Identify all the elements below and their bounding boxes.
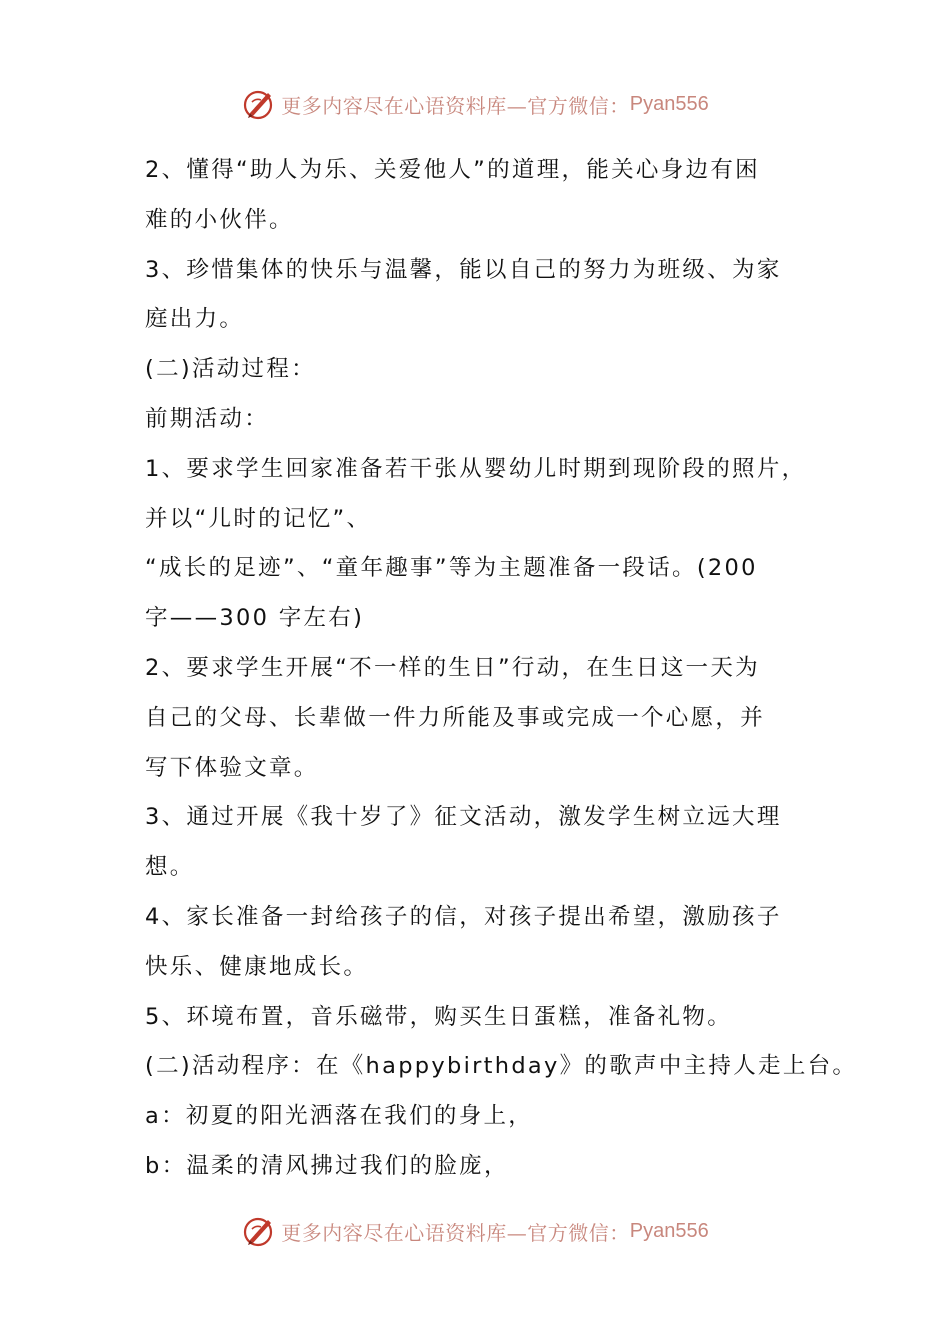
body-line: 难的小伙伴。: [145, 206, 294, 233]
body-line: 字——300 字左右): [145, 605, 365, 632]
pen-logo-icon: [241, 1213, 277, 1249]
body-line: 写下体验文章。: [145, 754, 319, 781]
body-line: 2、要求学生开展“不一样的生日”行动，在生日这一天为: [145, 654, 760, 681]
body-line: 自己的父母、长辈做一件力所能及事或完成一个心愿，并: [145, 704, 766, 731]
header-banner: [0, 84, 950, 124]
body-line: 3、珍惜集体的快乐与温馨，能以自己的努力为班级、为家: [145, 256, 782, 283]
body-line: 想。: [145, 854, 195, 881]
body-line: 2、懂得“助人为乐、关爱他人”的道理，能关心身边有困: [145, 157, 760, 183]
footer-banner: [0, 1211, 950, 1251]
body-line: a：初夏的阳光洒落在我们的身上，: [145, 1103, 534, 1130]
body-line: 庭出力。: [145, 306, 245, 333]
document-body: [145, 146, 858, 1192]
body-line: 3、通过开展《我十岁了》征文活动，激发学生树立远大理: [145, 804, 782, 831]
pen-logo-icon: [241, 86, 277, 122]
body-line: 快乐、健康地成长。: [145, 953, 369, 980]
header-banner-text: 更多内容尽在心语资料库—官方微信：: [281, 93, 630, 118]
body-line: 1、要求学生回家准备若干张从婴幼儿时期到现阶段的照片，: [145, 455, 807, 482]
body-line: 并以“儿时的记忆”、: [145, 505, 372, 532]
body-line: b：温柔的清风拂过我们的脸庞，: [145, 1152, 509, 1179]
body-line: 4、家长准备一封给孩子的信，对孩子提出希望，激励孩子: [145, 903, 782, 930]
body-line: 5、环境布置，音乐磁带，购买生日蛋糕，准备礼物。: [145, 1003, 733, 1030]
footer-banner-text: 更多内容尽在心语资料库—官方微信：: [281, 1220, 630, 1245]
subsection-heading: 前期活动：: [145, 405, 270, 432]
section-heading: (二)活动程序：在《happybirthday》的歌声中主持人走上台。: [145, 1053, 858, 1080]
header-banner-wechat-id: Pyan556: [629, 92, 709, 115]
body-line: “成长的足迹”、“童年趣事”等为主题准备一段话。(200: [145, 555, 758, 582]
footer-banner-wechat-id: Pyan556: [629, 1219, 709, 1242]
section-heading: (二)活动过程：: [145, 356, 316, 383]
